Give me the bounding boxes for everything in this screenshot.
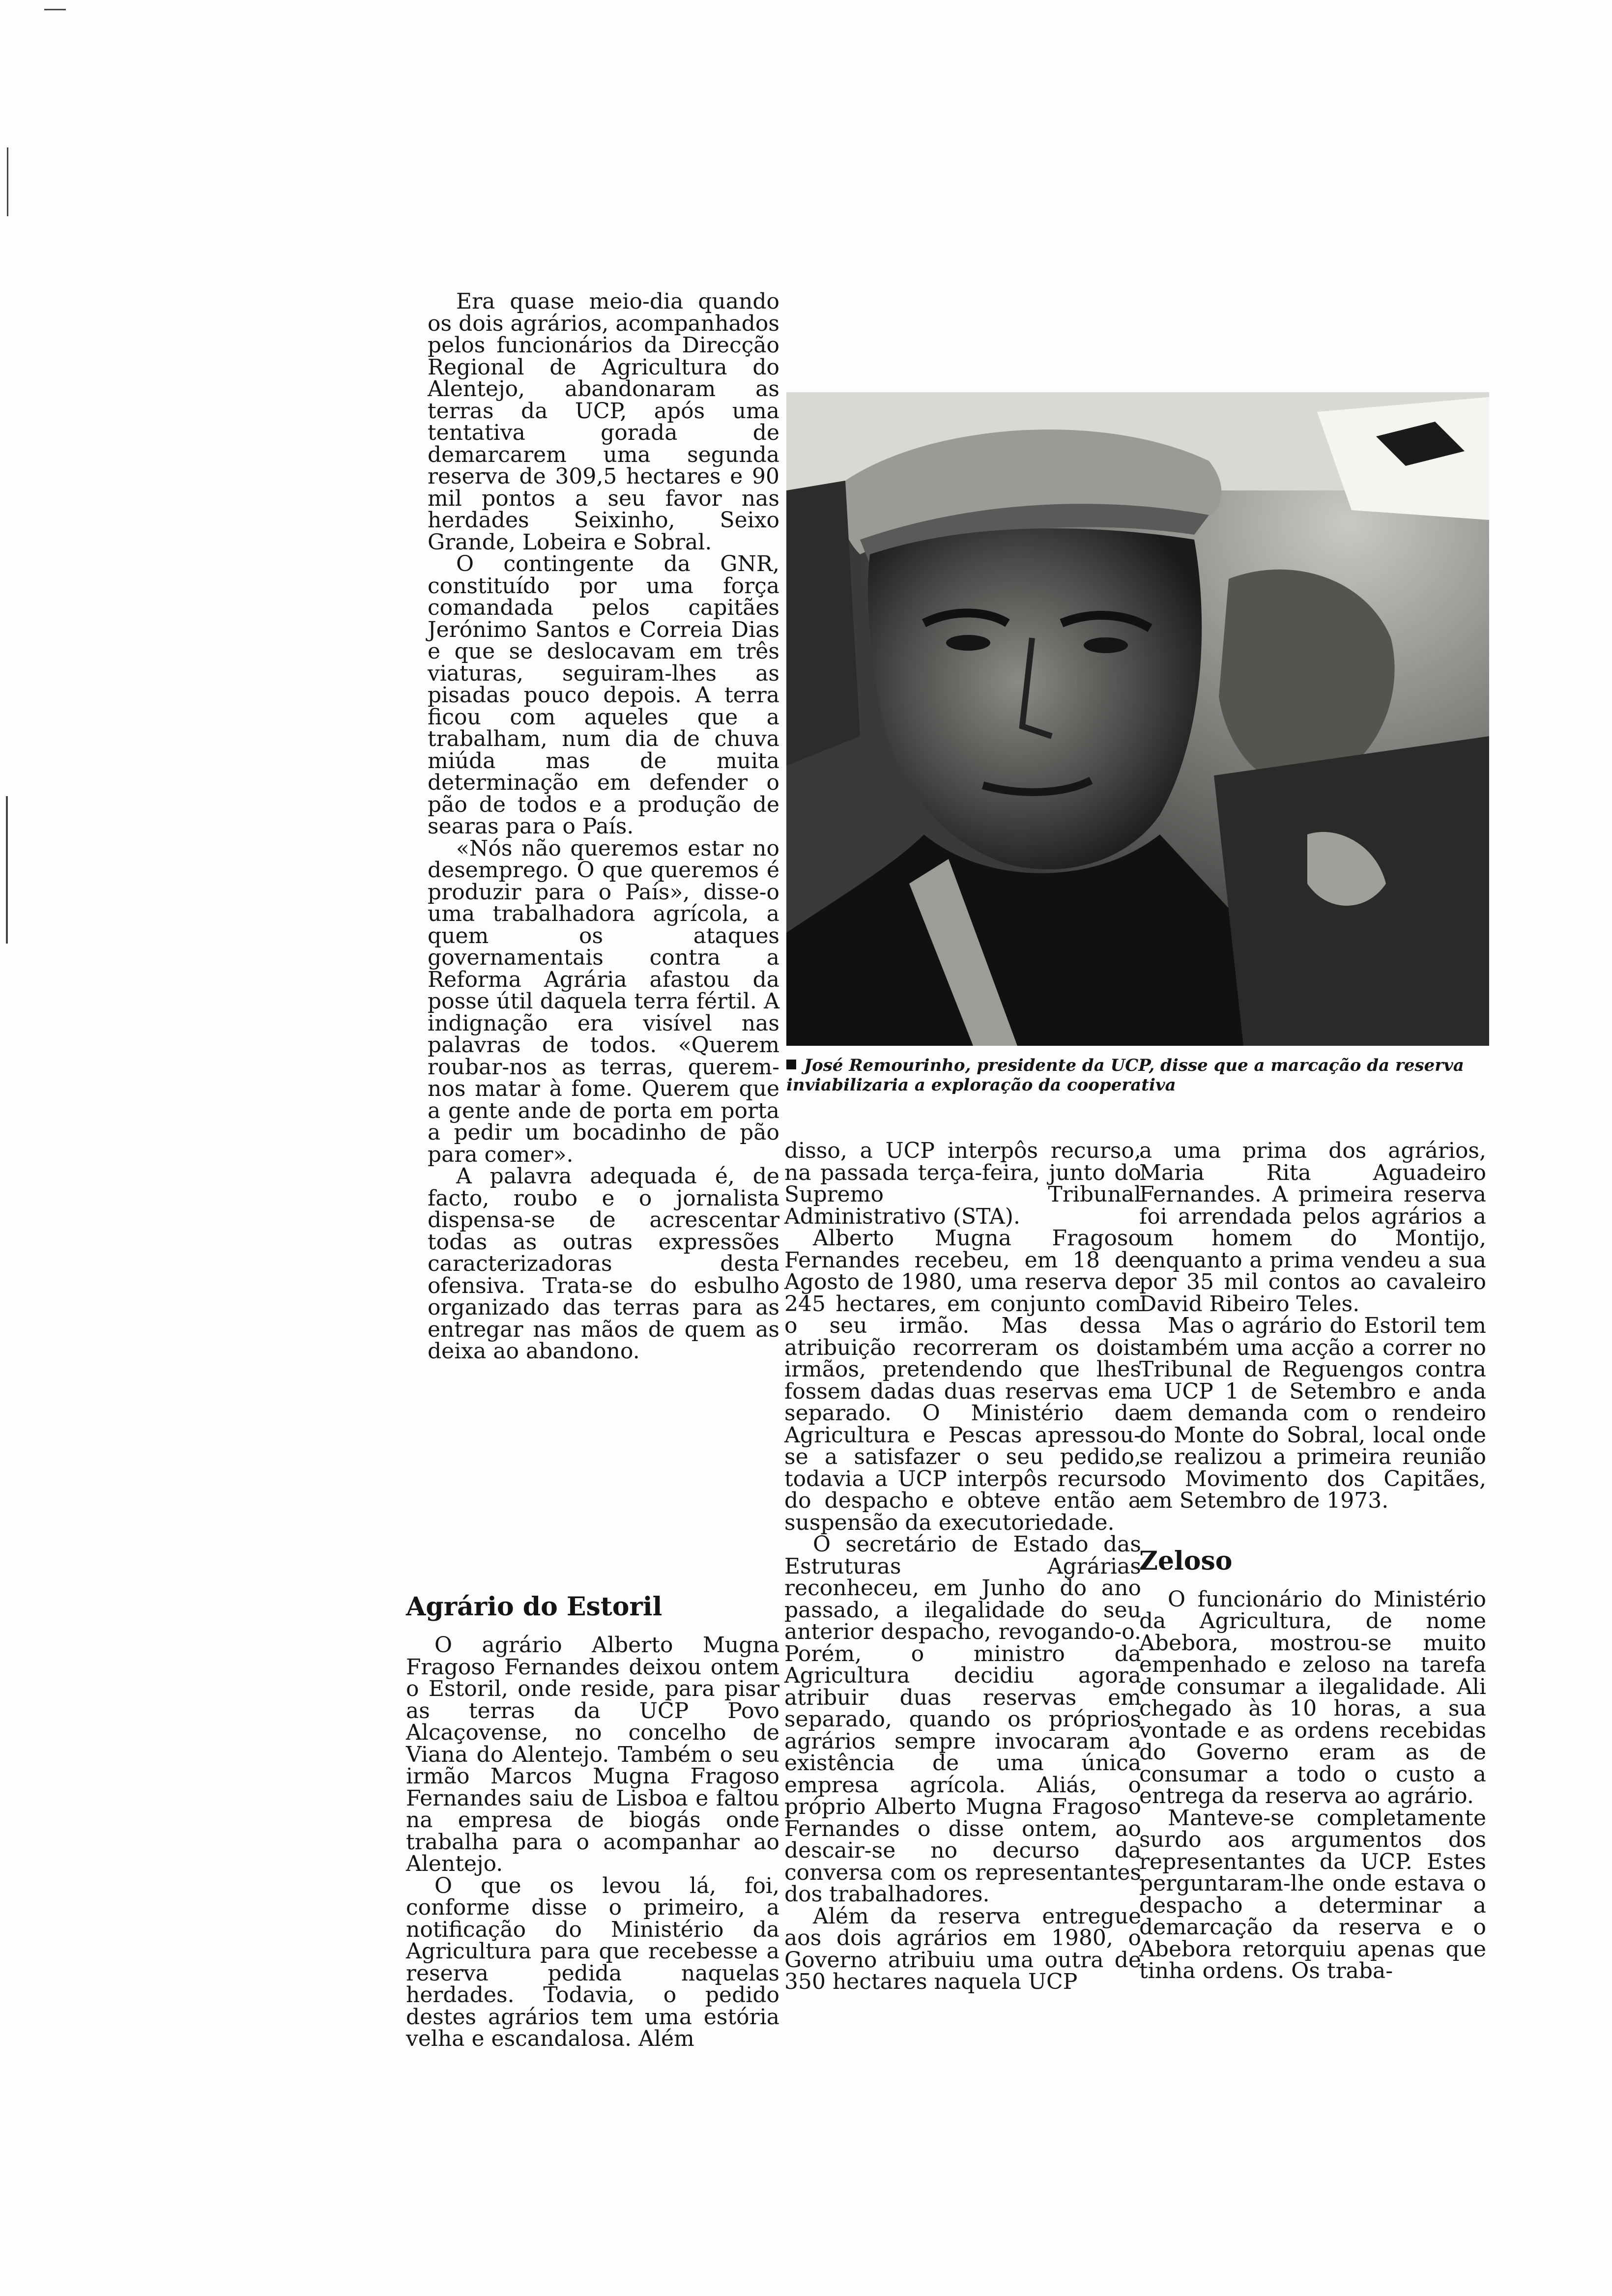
- paragraph: Alberto Mugna Fragoso Fernandes recebeu, em 18 de Agosto de 1980, uma reserva de 245 hectares, em conjunto com o seu irmão. Mas dessa atribuição recorreram os dois irmãos, pretendendo que lhes fossem dadas duas reservas em separado. O Ministério da Agricultura e Pescas apressou-se a satisfazer o seu pedido, todavia a UCP interpôs recurso do despacho e obteve então a suspensão da executoriedade.: [784, 1226, 1141, 1535]
- caption-bullet-icon: [786, 1060, 796, 1069]
- paragraph: O contingente da GNR, constituído por uma força comandada pelos capitães Jerónimo Santos e Correia Dias e que se deslocavam em três viaturas, seguiram-lhes as pisadas pouco depois. A terra ficou com aqueles que a trabalham, num dia de chuva miúda mas de muita determinação em defender o pão de todos e a produção de searas para o País.: [428, 551, 779, 839]
- paragraph: O que os levou lá, foi, conforme disse o primeiro, a notificação do Ministério da Agricultura para que recebesse a reserva pedida naquelas herdades. Todavia, o pedido destes agrários tem uma estória velha e escandalosa. Além: [406, 1873, 779, 2051]
- paragraph: O funcionário do Ministério da Agricultura, de nome Abebora, mostrou-se muito empenhado e zeloso na tarefa de consumar a ilegalidade. Ali chegado às 10 horas, a sua vontade e as ordens recebidas do Governo eram as de consumar a todo o custo a entrega da reserva ao agrário.: [1139, 1586, 1486, 1808]
- caption-text: José Remourinho, presidente da UCP, disse que a marcação da reserva inviabilizaria a exploração da cooperativa: [786, 1056, 1464, 1095]
- photo-image: [786, 392, 1489, 1046]
- paragraph: A palavra adequada é, de facto, roubo e o jornalista dispensa-se de acrescentar todas as outras expressões caracterizadoras desta ofensiva. Trata-se do esbulho organizado das terras para as entregar nas mãos de quem as deixa ao abandono.: [428, 1164, 779, 1364]
- photo-jose-remourinho: [786, 392, 1489, 1046]
- article-column-3: [1139, 1140, 1486, 1982]
- article-column-1-bottom: [406, 1592, 779, 2050]
- paragraph: O agrário Alberto Mugna Fragoso Fernandes deixou ontem o Estoril, onde reside, para pisar as terras da UCP Povo Alcaçovense, no concelho de Viana do Alentejo. Também o seu irmão Marcos Mugna Fragoso Fernandes saiu de Lisboa e faltou na empresa de biogás onde trabalha para o acompanhar ao Alentejo.: [406, 1633, 779, 1876]
- paragraph: a uma prima dos agrários, Maria Rita Aguadeiro Fernandes. A primeira reserva foi arrendada pelos agrários a um homem do Montijo, enquanto a prima vendeu a sua por 35 mil contos ao cavaleiro David Ribeiro Teles.: [1139, 1138, 1486, 1317]
- paragraph: Além da reserva entregue aos dois agrários em 1980, o Governo atribuiu uma outra de 350 hectares naquela UCP: [784, 1903, 1141, 1994]
- section-heading-agrario-do-estoril: Agrário do Estoril: [406, 1592, 662, 1622]
- paragraph: O secretário de Estado das Estruturas Agrárias reconheceu, em Junho do ano passado, a ilegalidade do seu anterior despacho, revogando-o. Porém, o ministro da Agricultura decidiu agora atribuir duas reservas em separado, quando os próprios agrários sempre invocaram a existência de uma única empresa agrícola. Aliás, o próprio Alberto Mugna Fragoso Fernandes o disse ontem, ao descair-se no decurso da conversa com os representantes dos trabalhadores.: [784, 1532, 1141, 1907]
- scan-mark-top: [44, 9, 66, 10]
- paragraph: «Nós não queremos estar no desemprego. O que queremos é produzir para o País», disse-o uma trabalhadora agrícola, a quem os ataques governamentais contra a Reforma Agrária afastou da posse útil daquela terra fértil. A indignação era visível nas palavras de todos. «Querem roubar-nos as terras, querem-nos matar à fome. Querem que a gente ande de porta em porta a pedir um bocadinho de pão para comer».: [428, 835, 779, 1167]
- scan-mark-left-1: [7, 147, 8, 216]
- photo-caption: [786, 1056, 1489, 1095]
- article-column-1: [428, 291, 779, 1363]
- paragraph: Manteve-se completamente surdo aos argumentos dos representantes da UCP. Estes perguntaram-lhe onde estava o despacho a determinar a demarcação da reserva e o Abebora retorquiu apenas que tinha ordens. Os traba-: [1139, 1805, 1486, 1983]
- article-column-2: [784, 1140, 1141, 1993]
- paragraph: disso, a UCP interpôs recurso, na passada terça-feira, junto do Supremo Tribunal Administrativo (STA).: [784, 1138, 1141, 1229]
- section-heading-zeloso: Zeloso: [1139, 1546, 1233, 1576]
- paragraph: Mas o agrário do Estoril tem também uma acção a correr no Tribunal de Reguengos contra a UCP 1 de Setembro e anda em demanda com o rendeiro do Monte do Sobral, local onde se realizou a primeira reunião do Movimento dos Capitães, em Setembro de 1973.: [1139, 1313, 1486, 1513]
- scan-mark-left-2: [6, 796, 8, 944]
- paragraph: Era quase meio-dia quando os dois agrários, acompanhados pelos funcionários da Direcção Regional de Agricultura do Alentejo, abandonaram as terras da UCP, após uma tentativa gorada de demarcarem uma segunda reserva de 309,5 hectares e 90 mil pontos a seu favor nas herdades Seixinho, Seixo Grande, Lobeira e Sobral.: [428, 289, 779, 555]
